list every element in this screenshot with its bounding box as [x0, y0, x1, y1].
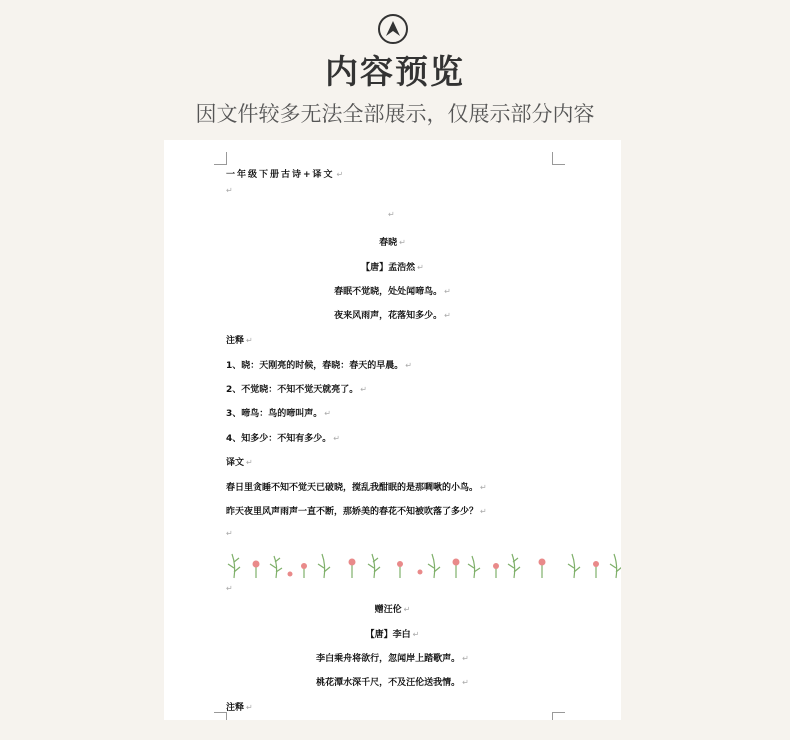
page-title: 内容预览: [325, 52, 465, 91]
note-item: 2、不觉晓：不知不觉天就亮了。 ↵: [226, 385, 367, 395]
margin-corner-bottom-left: [214, 712, 227, 720]
flower-border-decoration: [224, 550, 621, 580]
poem-line: 春眠不觉晓，处处闻啼鸟。 ↵: [334, 287, 451, 297]
paragraph-mark: ↵: [226, 529, 233, 538]
page-subtitle: 因文件较多无法全部展示，仅展示部分内容: [195, 102, 595, 126]
poem-line: 李白乘舟将欲行，忽闻岸上踏歌声。 ↵: [316, 654, 469, 664]
document-preview: [164, 140, 621, 720]
translation-line: 春日里贪睡不知不觉天已破晓，搅乱我酣眠的是那啁啾的小鸟。 ↵: [226, 483, 487, 493]
margin-corner-bottom-right: [552, 712, 565, 720]
paragraph-mark: ↵: [226, 186, 233, 195]
poem-title: 春晓 ↵: [379, 238, 406, 248]
notes-heading: 注释 ↵: [226, 336, 253, 346]
paragraph-mark: ↵: [226, 584, 233, 593]
note-item: 4、知多少：不知有多少。 ↵: [226, 434, 340, 444]
poem-line: 桃花潭水深千尺，不及汪伦送我情。 ↵: [316, 678, 469, 688]
poem-author: 【唐】李白 ↵: [365, 630, 420, 640]
notes-heading: 注释 ↵: [226, 703, 253, 713]
poem-author: 【唐】孟浩然 ↵: [361, 263, 424, 273]
chevron-up-circle-icon: [378, 14, 408, 44]
note-item: 3、啼鸟：鸟的啼叫声。 ↵: [226, 409, 331, 419]
paragraph-mark: ↵: [388, 210, 395, 219]
poem-title: 赠汪伦 ↵: [374, 605, 411, 615]
note-item: 1、晓：天刚亮的时候，春晓：春天的早晨。 ↵: [226, 361, 412, 371]
translation-line: 昨天夜里风声雨声一直不断，那娇美的春花不知被吹落了多少？ ↵: [226, 507, 487, 517]
translation-heading: 译文 ↵: [226, 458, 253, 468]
margin-corner-top-right: [552, 152, 565, 165]
document-title: 一年级下册古诗+译文 ↵: [226, 170, 346, 180]
poem-line: 夜来风雨声，花落知多少。 ↵: [334, 311, 451, 321]
margin-corner-top-left: [214, 152, 227, 165]
